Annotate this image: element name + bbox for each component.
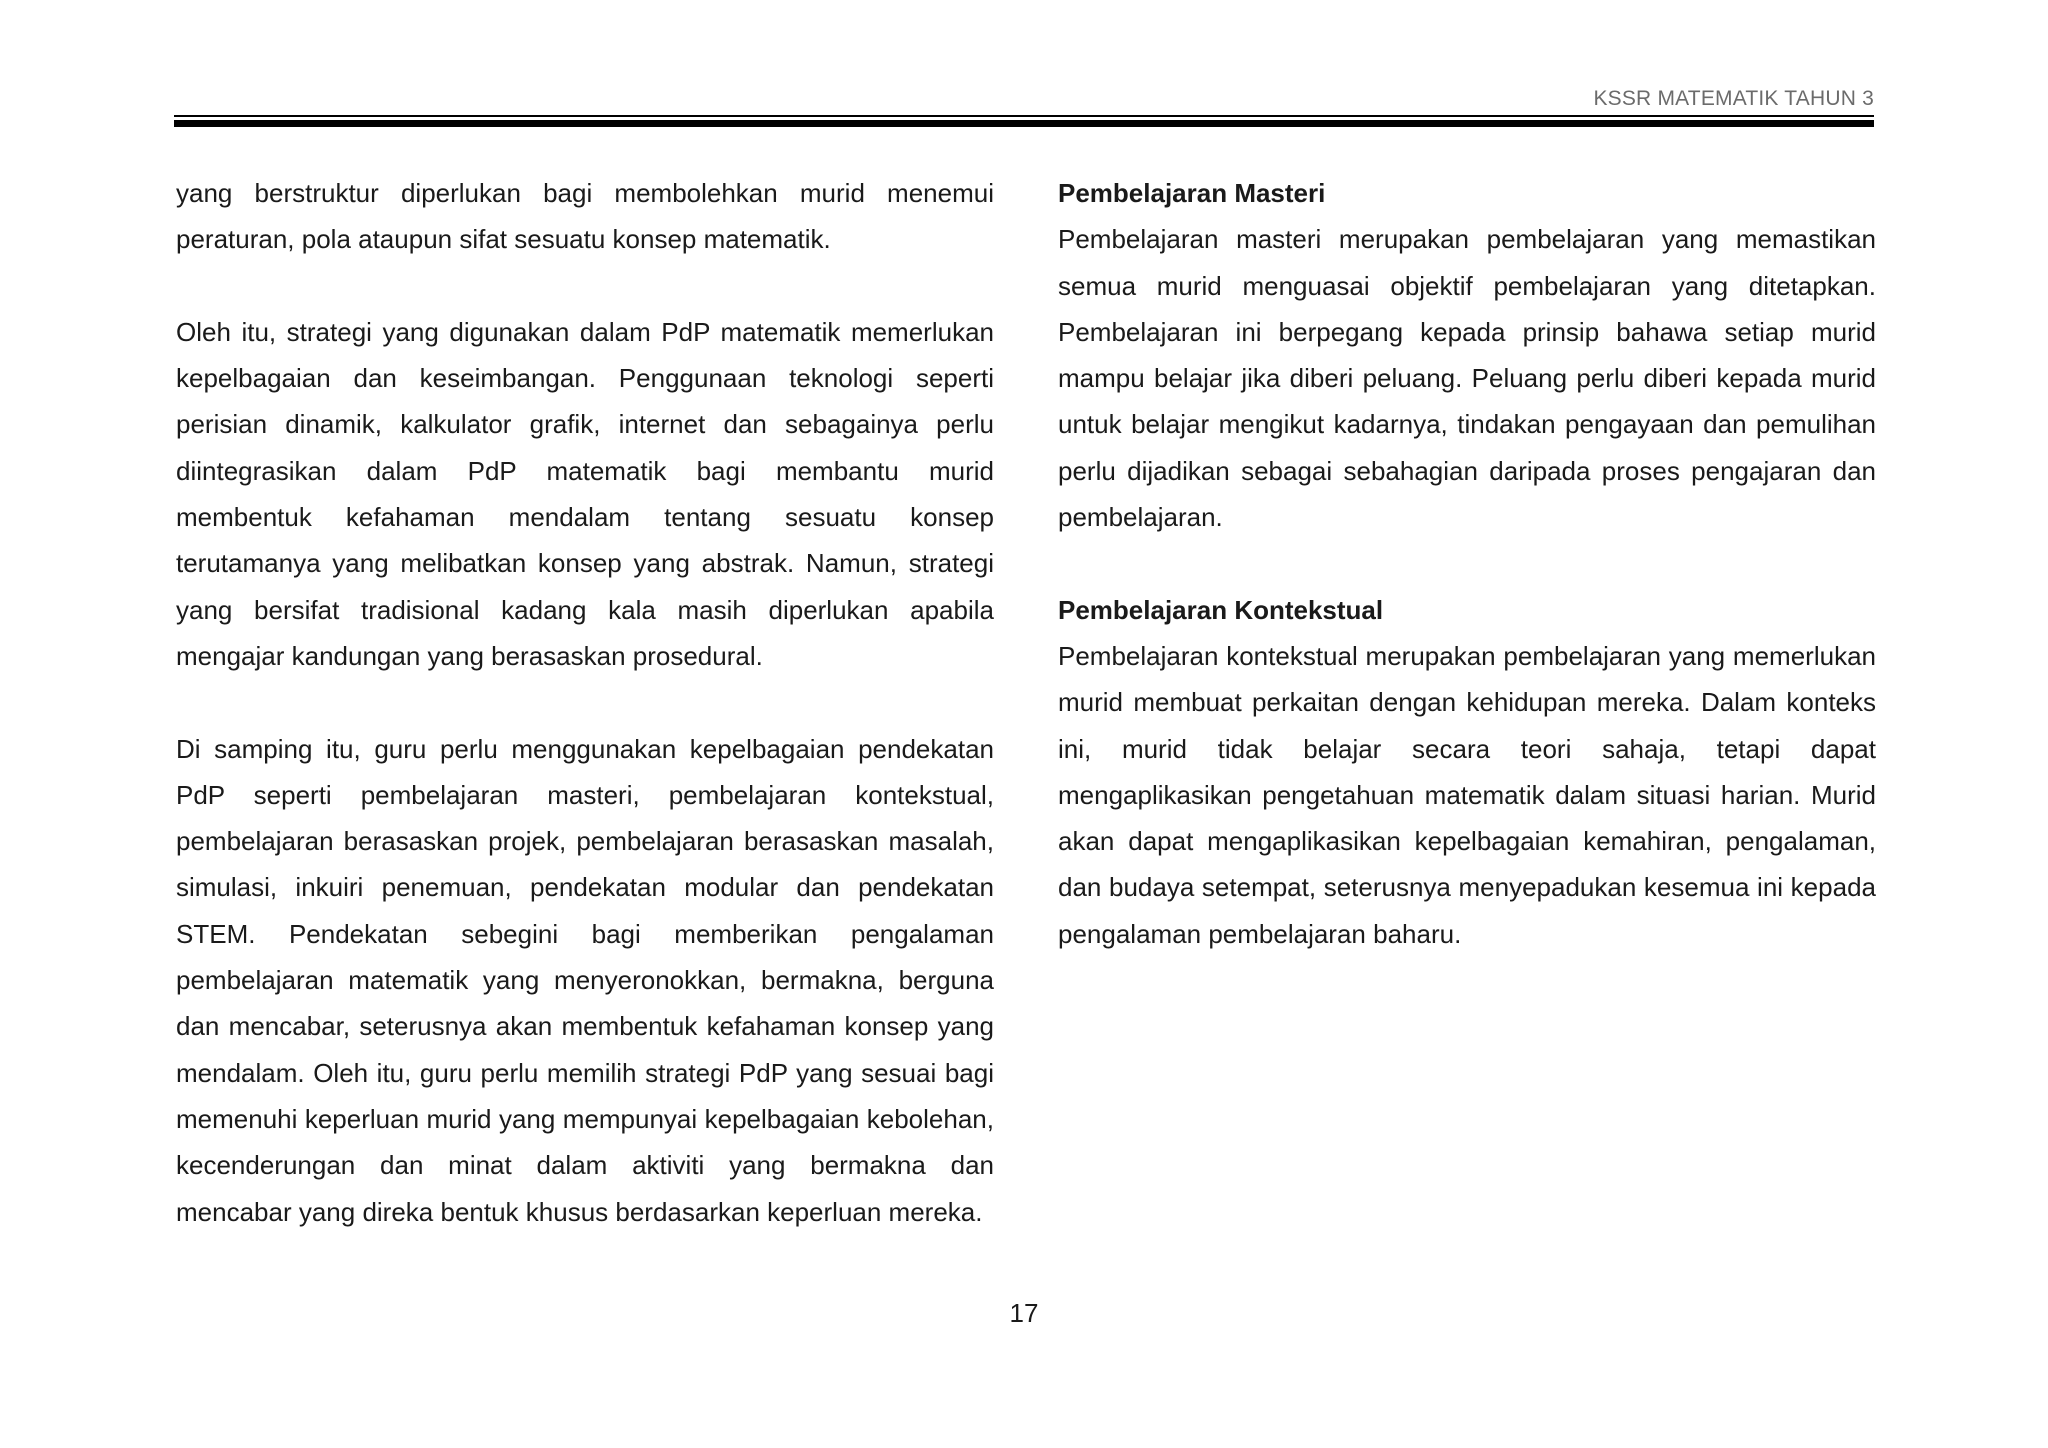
paragraph: Di samping itu, guru perlu menggunakan kepelbagaian pendekatan PdP seperti pembelajaran masteri, pembelajaran kontekstual, pembelajaran berasaskan projek, pembelajaran berasaskan masalah, simulasi, inkuiri penemuan, pendekatan modular dan pendekatan STEM. Pendekatan sebegini bagi memberikan pengalaman pembelajaran matematik yang menyeronokkan, bermakna, berguna dan mencabar, seterusnya akan membentuk kefahaman konsep yang mendalam. Oleh itu, guru perlu memilih strategi PdP yang sesuai bagi memenuhi keperluan murid yang mempunyai kepelbagaian kebolehan, kecenderungan dan minat dalam aktiviti yang bermakna dan mencabar yang direka bentuk khusus berdasarkan keperluan mereka.: [176, 733, 994, 1227]
header-rule-thick: [174, 120, 1874, 127]
section-heading: Pembelajaran Kontekstual: [1058, 594, 1384, 625]
running-header-title: KSSR MATEMATIK TAHUN 3: [1593, 87, 1874, 110]
section-pembelajaran-masteri: [1058, 170, 1876, 540]
paragraph: Oleh itu, strategi yang digunakan dalam PdP matematik memerlukan kepelbagaian dan keseimbangan. Penggunaan teknologi seperti perisian dinamik, kalkulator grafik, internet dan sebagainya perlu diintegrasikan dalam PdP matematik bagi membantu murid membentuk kefahaman mendalam tentang sesuatu konsep terutamanya yang melibatkan konsep yang abstrak. Namun, strategi yang bersifat tradisional kadang kala masih diperlukan apabila mengajar kandungan yang berasaskan prosedural.: [176, 316, 994, 671]
left-column: [176, 170, 994, 1235]
right-column: [1058, 170, 1876, 957]
section-pembelajaran-kontekstual: [1058, 587, 1876, 957]
section-heading: Pembelajaran Masteri: [1058, 178, 1326, 208]
section-body: Pembelajaran masteri merupakan pembelajaran yang memastikan semua murid menguasai objektif pembelajaran yang ditetapkan. Pembelajaran ini berpegang kepada prinsip bahawa setiap murid mampu belajar jika diberi peluang. Peluang perlu diberi kepada murid untuk belajar mengikut kadarnya, tindakan pengayaan dan pemulihan perlu dijadikan sebagai sebahagian daripada proses pengajaran dan pembelajaran.: [1058, 224, 1876, 533]
page-number: 17: [1009, 1298, 1039, 1328]
header-rule-thin: [174, 115, 1874, 117]
paragraph: yang berstruktur diperlukan bagi membolehkan murid menemui peraturan, pola ataupun sifat sesuatu konsep matematik.: [176, 178, 994, 255]
section-body: Pembelajaran kontekstual merupakan pembelajaran yang memerlukan murid membuat perkaitan dengan kehidupan mereka. Dalam konteks ini, murid tidak belajar secara teori sahaja, tetapi dapat mengaplikasikan pengetahuan matematik dalam situasi harian. Murid akan dapat mengaplikasikan kepelbagaian kemahiran, pengalaman, dan budaya setempat, seterusnya menyepadukan kesemua ini kepada pengalaman pembelajaran baharu.: [1058, 640, 1876, 949]
